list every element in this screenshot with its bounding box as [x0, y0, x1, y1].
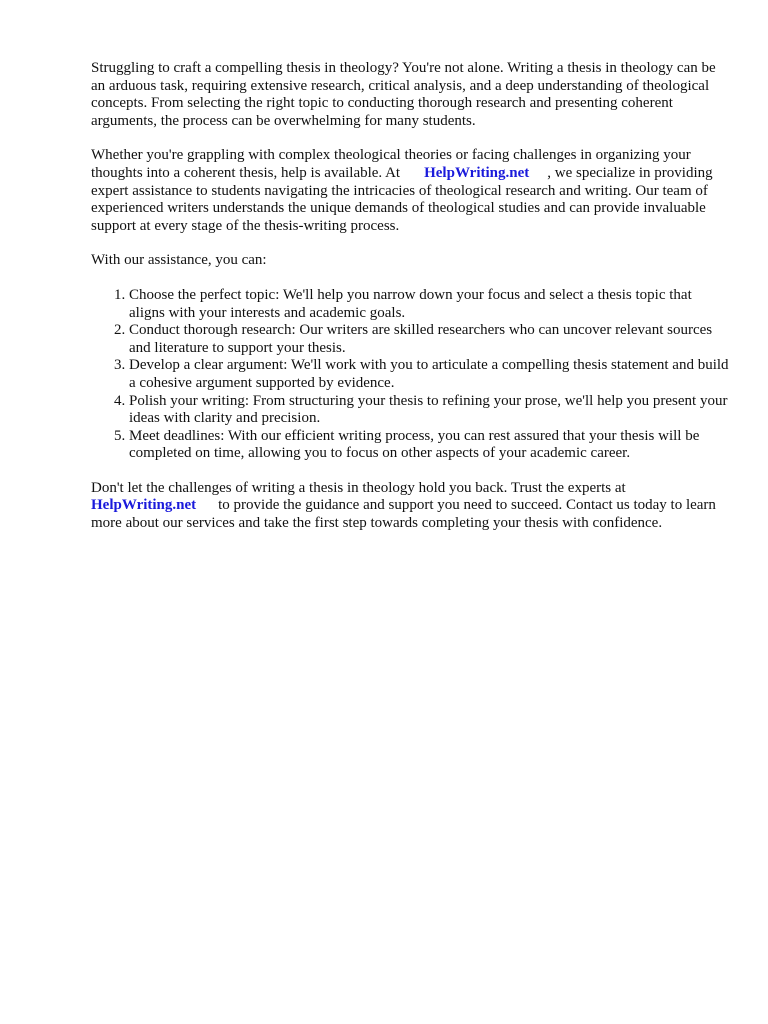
list-item: 4. Polish your writing: From structuring your thesis to refining your prose, we'll help you present your ideas with clarity and precision. [129, 393, 731, 428]
closing-text-end: to provide the guidance and support you need to succeed. Contact us today to learn more about our services and take the first step towards completing your thesis with confidence. [91, 497, 716, 532]
list-item: 1. Choose the perfect topic: We'll help you narrow down your focus and select a thesis topic that aligns with your interests and academic goals. [129, 287, 731, 322]
steps-list [91, 287, 731, 463]
assistance-paragraph [91, 147, 731, 235]
list-item: 5. Meet deadlines: With our efficient writing process, you can rest assured that your thesis will be completed on time, allowing you to focus on other aspects of your academic career. [129, 428, 731, 463]
list-item: 2. Conduct thorough research: Our writers are skilled researchers who can uncover relevant sources and literature to support your thesis. [129, 322, 731, 357]
document-page [91, 60, 731, 550]
list-intro: With our assistance, you can: [91, 252, 267, 269]
closing-text-start: Don't let the challenges of writing a thesis in theology hold you back. Trust the experts at [91, 479, 626, 496]
closing-paragraph [91, 480, 731, 533]
intro-paragraph: Struggling to craft a compelling thesis in theology? You're not alone. Writing a thesis in theology can be an arduous task, requiring extensive research, critical analysis, and a deep understanding of theological concepts. From selecting the right topic to conducting thorough research and presenting coherent arguments, the process can be overwhelming for many students. [91, 60, 716, 129]
assistance-text-end: , we specialize in providing expert assistance to students navigating the intricacies of theological research and writing. Our team of experienced writers understands the unique demands of theological studies and can provide invaluable support at every stage of the thesis-writing process. [91, 164, 713, 234]
helpwriting-link-closing[interactable]: HelpWriting.net [91, 497, 197, 514]
helpwriting-link[interactable]: HelpWriting.net [424, 164, 530, 181]
assistance-text-start: Whether you're grappling with complex theological theories or facing challenges in organizing your thoughts into a coherent thesis, help is available. At [91, 147, 691, 181]
list-item: 3. Develop a clear argument: We'll work with you to articulate a compelling thesis statement and build a cohesive argument supported by evidence. [129, 357, 731, 392]
